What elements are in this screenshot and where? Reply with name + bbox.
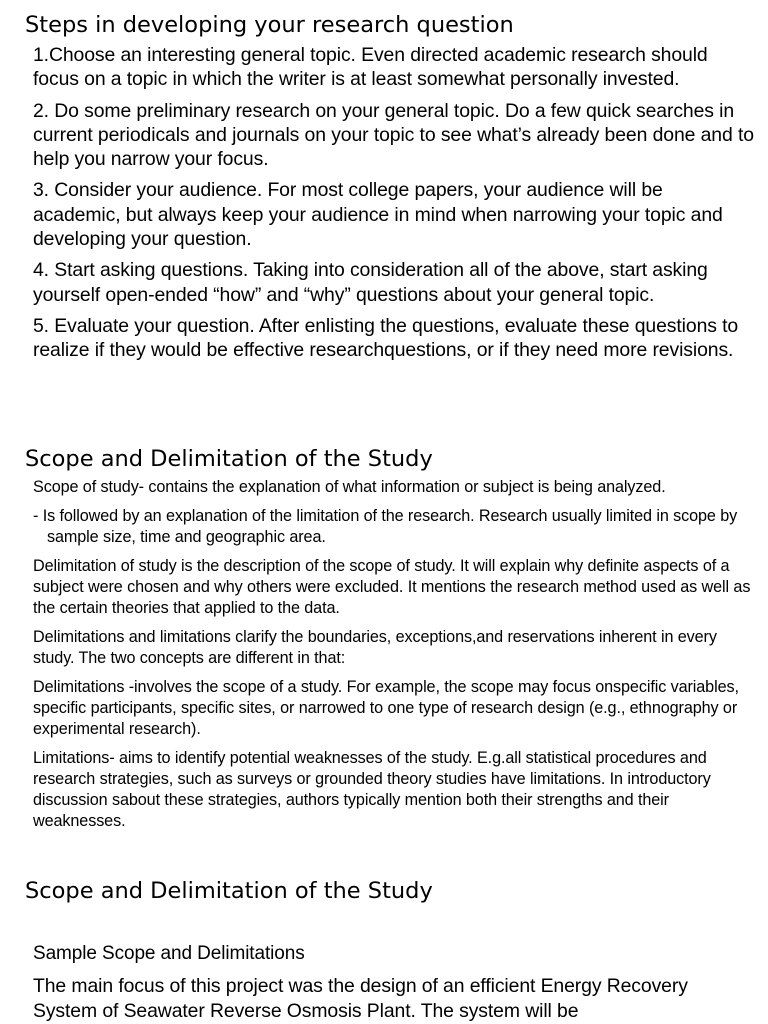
slide-body (33, 942, 754, 1023)
limitation-dash-item: - Is followed by an explanation of the limitation of the research. Research usually limited in scope by sample size, time and geographic area. (33, 507, 738, 546)
slide-sample-scope (0, 868, 768, 1024)
slide-body (33, 43, 754, 370)
slide-title: Steps in developing your research question (25, 12, 514, 38)
slide-title: Scope and Delimitation of the Study (25, 446, 433, 472)
slide-body (33, 477, 754, 840)
delimitation-definition-paragraph: Delimitation of study is the description of the scope of study. It will explain why definite aspects of a subject were chosen and why others were excluded. It mentions the research method used as well as the certain theories that applied to the data. (33, 557, 751, 617)
step-5-paragraph: 5. Evaluate your question. After enlisting the questions, evaluate these questions to realize if they would be effective researchquestions, or if they need more revisions. (33, 314, 739, 362)
step-1-paragraph: 1.Choose an interesting general topic. Even directed academic research should focus on a topic in which the writer is at least somewhat personally invested. (33, 44, 708, 91)
step-4-paragraph: 4. Start asking questions. Taking into consideration all of the above, start asking yourself open-ended “how” and “why” questions about your general topic. (33, 259, 708, 306)
slide-research-question-steps (0, 0, 768, 440)
limitations-paragraph: Limitations- aims to identify potential weaknesses of the study. E.g.all statistical procedures and research strategies, such as surveys or grounded theory studies have limitations. In introductory discussion sabout these strategies, authors typically mention both their strengths and their weaknesses. (33, 749, 711, 830)
slide-scope-delimitation (0, 441, 768, 867)
boundaries-paragraph: Delimitations and limitations clarify the boundaries, exceptions,and reservations inherent in every study. The two concepts are different in that: (33, 628, 717, 667)
delimitations-paragraph: Delimitations -involves the scope of a study. For example, the scope may focus onspecific variables, specific participants, specific sites, or narrowed to one type of research design (e.g., ethnography or experimental research). (33, 678, 739, 738)
sample-paragraph: The main focus of this project was the design of an efficient Energy Recovery System of Seawater Reverse Osmosis Plant. The system will be (33, 975, 688, 1022)
sample-subheading: Sample Scope and Delimitations (33, 943, 305, 964)
scope-definition-paragraph: Scope of study- contains the explanation of what information or subject is being analyzed. (33, 478, 666, 496)
step-2-paragraph: 2. Do some preliminary research on your general topic. Do a few quick searches in current periodicals and journals on your topic to see what’s already been done and to help you narrow your focus. (33, 99, 754, 171)
step-3-paragraph: 3. Consider your audience. For most college papers, your audience will be academic, but always keep your audience in mind when narrowing your topic and developing your question. (33, 179, 723, 251)
slide-title: Scope and Delimitation of the Study (25, 878, 433, 904)
